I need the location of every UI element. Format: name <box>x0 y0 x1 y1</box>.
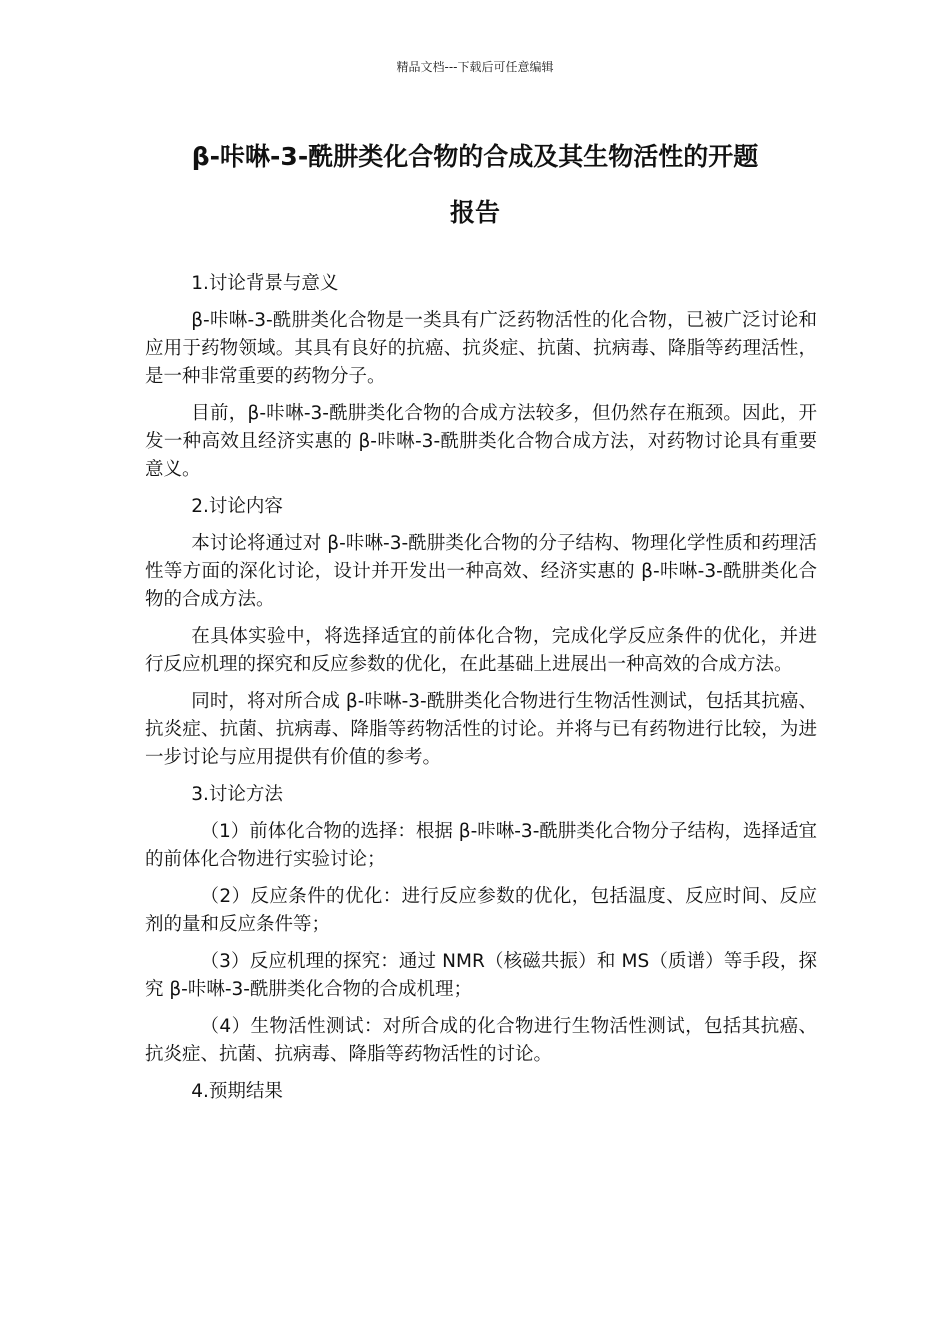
method-item: （1）前体化合物的选择：根据 β-咔啉-3-酰肼类化合物分子结构，选择适宜的前体化合物进行实验讨论； <box>145 821 817 870</box>
section-heading-content: 2.讨论内容 <box>191 496 283 517</box>
document-title-line-1: β-咔啉-3-酰肼类化合物的合成及其生物活性的开题 <box>191 142 759 171</box>
paragraph: 本讨论将通过对 β-咔啉-3-酰肼类化合物的分子结构、物理化学性质和药理活性等方面的深化讨论，设计并开发出一种高效、经济实惠的 β-咔啉-3-酰肼类化合物的合成方法。 <box>145 533 817 610</box>
method-item: （2）反应条件的优化：进行反应参数的优化，包括温度、反应时间、反应剂的量和反应条件等； <box>145 886 817 935</box>
paragraph: 同时，将对所合成 β-咔啉-3-酰肼类化合物进行生物活性测试，包括其抗癌、抗炎症、抗菌、抗病毒、降脂等药物活性的讨论。并将与已有药物进行比较，为进一步讨论与应用提供有价值的参考。 <box>145 691 817 768</box>
section-heading-expected-results: 4.预期结果 <box>191 1081 283 1102</box>
header-note: 精品文档---下载后可任意编辑 <box>396 60 554 74</box>
section-heading-methods: 3.讨论方法 <box>191 784 283 805</box>
method-item: （4）生物活性测试：对所合成的化合物进行生物活性测试，包括其抗癌、抗炎症、抗菌、抗病毒、降脂等药物活性的讨论。 <box>145 1016 817 1065</box>
paragraph: 目前，β-咔啉-3-酰肼类化合物的合成方法较多，但仍然存在瓶颈。因此，开发一种高效且经济实惠的 β-咔啉-3-酰肼类化合物合成方法，对药物讨论具有重要意义。 <box>145 403 817 480</box>
document-title-line-2: 报告 <box>449 198 500 227</box>
method-item: （3）反应机理的探究：通过 NMR（核磁共振）和 MS（质谱）等手段，探究 β-咔啉-3-酰肼类化合物的合成机理； <box>145 951 817 1000</box>
document-body <box>145 270 817 1115</box>
paragraph: β-咔啉-3-酰肼类化合物是一类具有广泛药物活性的化合物，已被广泛讨论和应用于药物领域。其具有良好的抗癌、抗炎症、抗菌、抗病毒、降脂等药理活性，是一种非常重要的药物分子。 <box>145 310 817 387</box>
paragraph: 在具体实验中，将选择适宜的前体化合物，完成化学反应条件的优化，并进行反应机理的探究和反应参数的优化，在此基础上进展出一种高效的合成方法。 <box>145 626 817 675</box>
section-heading-background: 1.讨论背景与意义 <box>191 273 339 294</box>
